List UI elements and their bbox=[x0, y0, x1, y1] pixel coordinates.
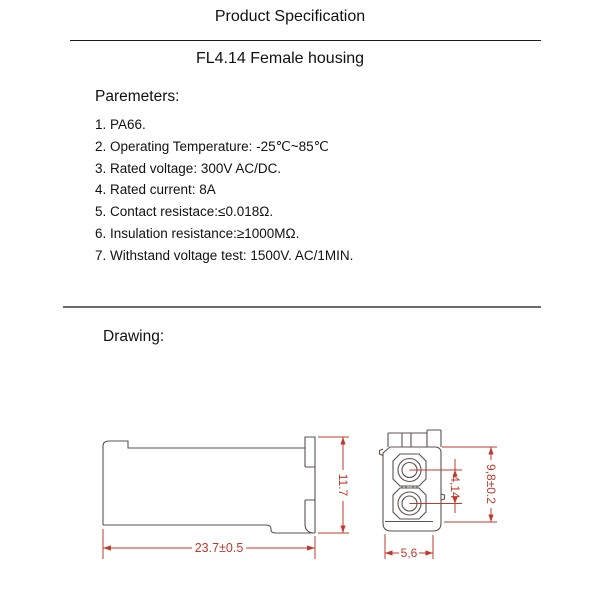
parameter-item: 7. Withstand voltage test: 1500V. AC/1MIN. bbox=[95, 247, 354, 263]
page-title: Product Specification bbox=[214, 8, 366, 25]
front-view-outline bbox=[380, 430, 445, 531]
dimension-arrows bbox=[103, 437, 494, 556]
front-view-top-tabs bbox=[388, 430, 441, 447]
arrow-left-icon bbox=[385, 550, 393, 555]
side-view-body-top bbox=[103, 441, 305, 525]
product-name: FL4.14 Female housing bbox=[195, 50, 365, 67]
dim-body-height: 11.7 bbox=[336, 473, 350, 497]
arrow-right-icon bbox=[307, 545, 315, 550]
parameter-item: 4. Rated current: 8A bbox=[95, 182, 216, 198]
parameters-heading: Paremeters: bbox=[95, 88, 180, 105]
dimension-labels bbox=[195, 464, 498, 560]
parameter-item: 1. PA66. bbox=[95, 117, 146, 132]
arrow-down-icon bbox=[488, 515, 493, 523]
parameter-item: 3. Rated voltage: 300V AC/DC. bbox=[95, 160, 282, 176]
arrow-down-icon bbox=[340, 526, 345, 534]
arrow-up-icon bbox=[488, 447, 493, 455]
dim-housing-width: 5,6 bbox=[400, 546, 418, 560]
side-view-flange bbox=[305, 437, 315, 533]
side-view-outline bbox=[103, 437, 315, 533]
arrow-up-icon bbox=[340, 437, 345, 445]
parameter-item: 6. Insulation resistance:≥1000MΩ. bbox=[95, 225, 300, 241]
side-view-body-bottom bbox=[103, 525, 315, 533]
parameter-item: 5. Contact resistace:≤0.018Ω. bbox=[95, 204, 274, 220]
dim-contact-pitch: 4,14 bbox=[448, 475, 462, 499]
arrow-right-icon bbox=[426, 550, 434, 555]
parameter-item: 2. Operating Temperature: -25℃~85℃ bbox=[95, 138, 329, 154]
drawing-heading: Drawing: bbox=[103, 328, 165, 345]
arrow-left-icon bbox=[103, 545, 111, 550]
front-view-body bbox=[383, 447, 441, 531]
dimension-lines bbox=[103, 437, 497, 559]
dim-housing-height: 9,8±0.2 bbox=[484, 464, 498, 504]
dim-body-length: 23.7±0.5 bbox=[194, 541, 244, 555]
